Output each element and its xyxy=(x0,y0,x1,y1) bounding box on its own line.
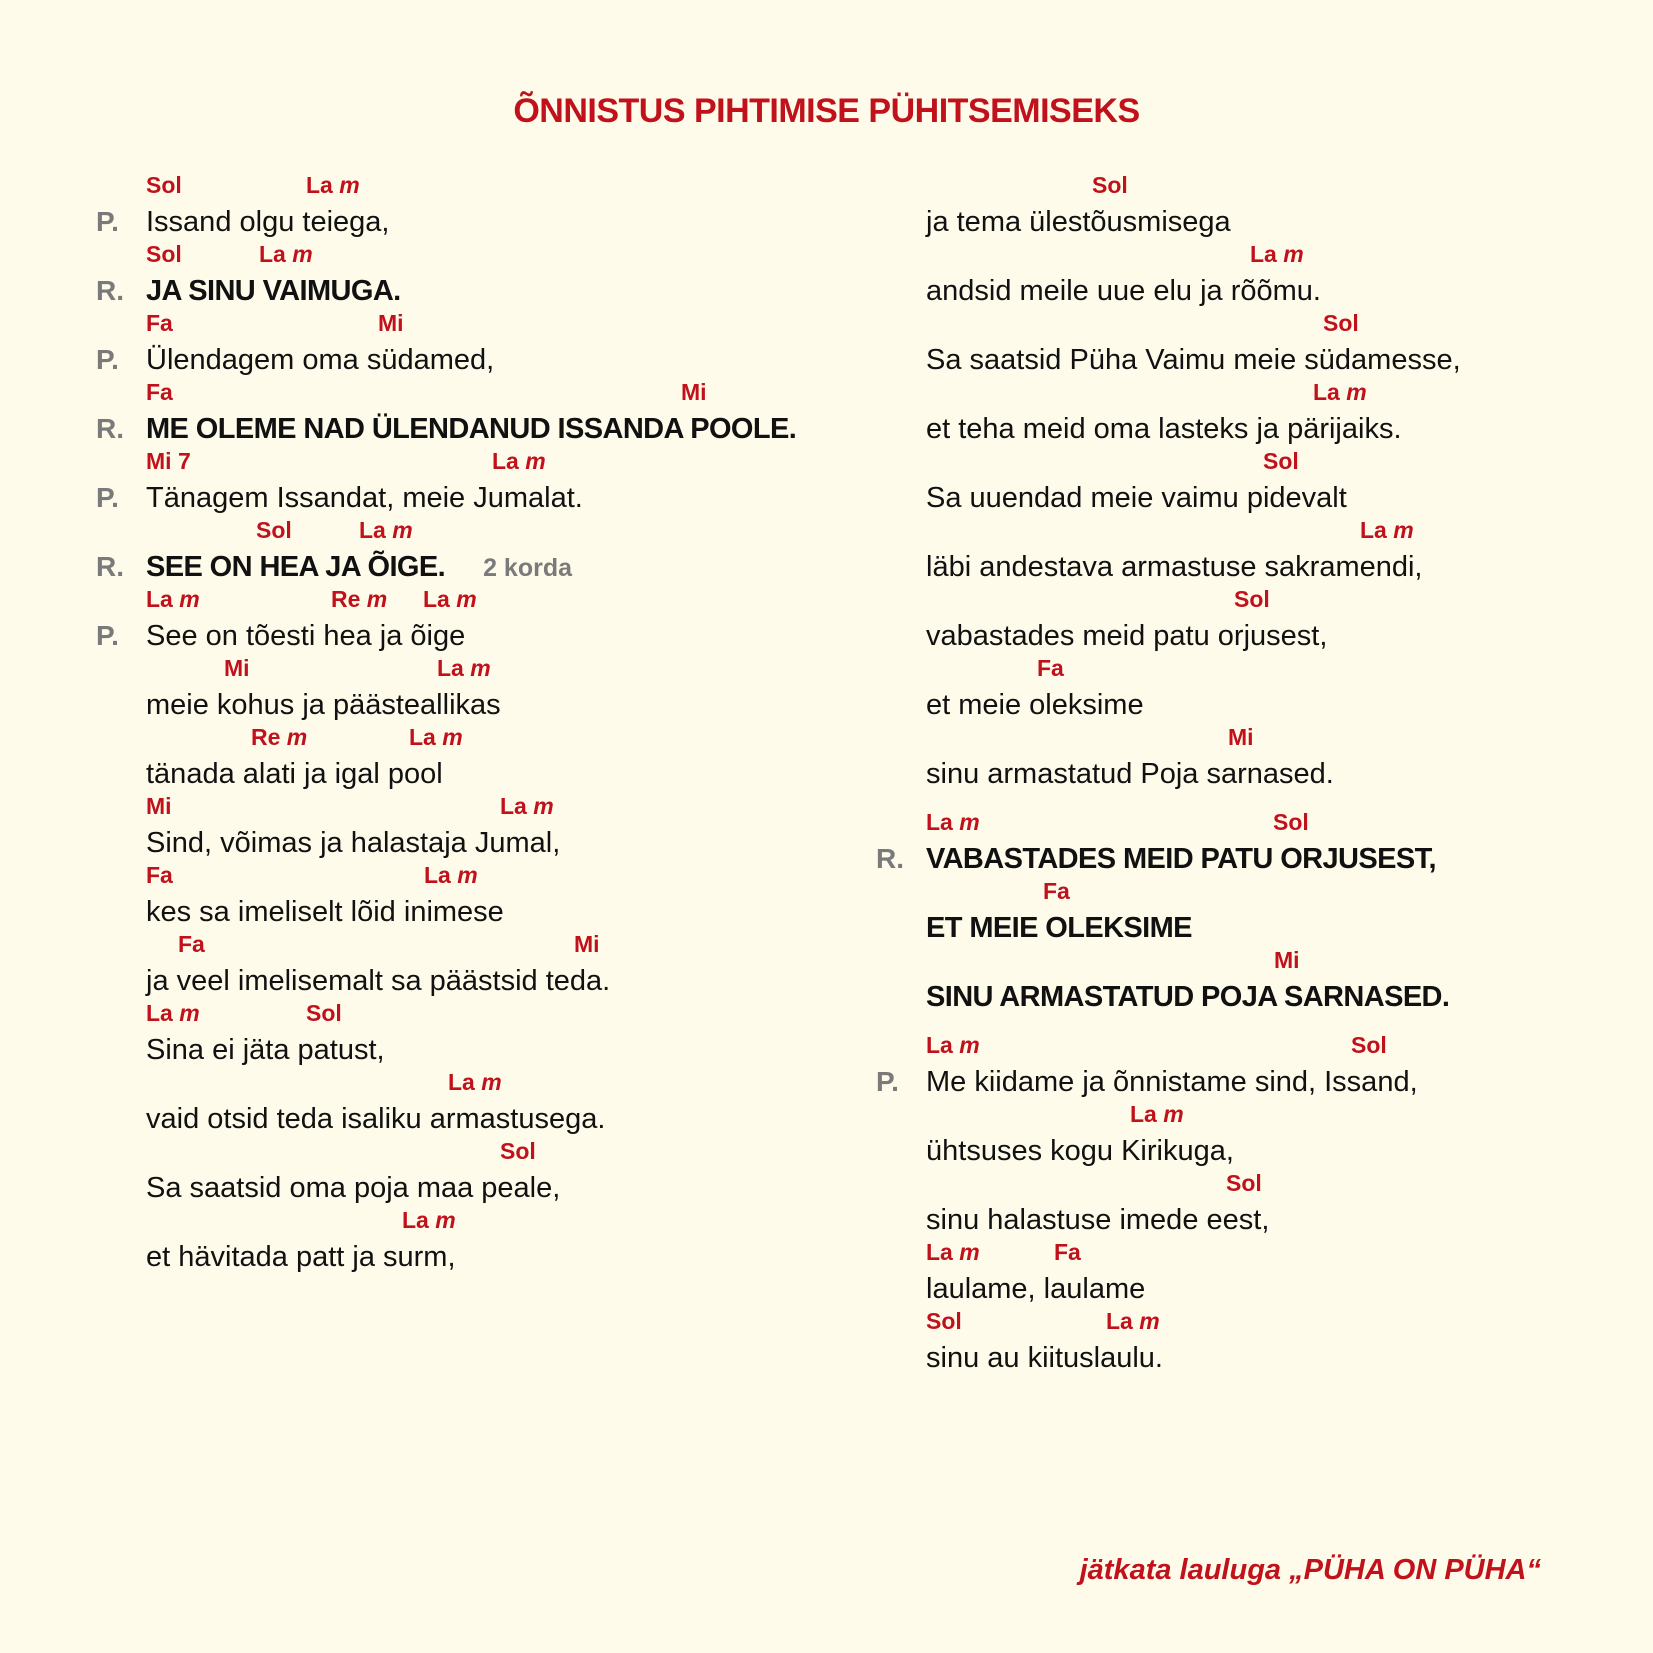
lyric-text: Sa uuendad meie vaimu pidevalt xyxy=(926,482,1347,514)
chord-label: Mi xyxy=(378,310,404,336)
chord-row xyxy=(146,655,836,683)
chord-row xyxy=(146,862,836,890)
lyric-text: Tänagem Issandat, meie Jumalat. xyxy=(146,482,583,514)
lyric-text: See on tõesti hea ja õige xyxy=(146,620,466,652)
lyric-line xyxy=(96,1207,836,1276)
role-marker: P. xyxy=(876,1066,899,1097)
lyric-line xyxy=(96,448,836,517)
lyric-text: läbi andestava armastuse sakramendi, xyxy=(926,551,1423,583)
chord-row xyxy=(146,310,836,338)
response-text: SEE ON HEA JA ÕIGE. 2 korda xyxy=(146,551,573,583)
chord-row xyxy=(926,448,1616,476)
lyric-line xyxy=(96,241,836,310)
lyric-text: ja tema ülestõusmisega xyxy=(926,206,1231,238)
chord-label: Mi xyxy=(1228,724,1254,750)
chord-row xyxy=(926,878,1616,906)
chord-row xyxy=(146,172,836,200)
role-marker: R. xyxy=(96,551,124,582)
lyric-text: kes sa imeliselt lõid inimese xyxy=(146,896,504,928)
response-text: SINU ARMASTATUD POJA SARNASED. xyxy=(926,981,1450,1013)
chord-label: La m xyxy=(409,724,463,750)
chord-label: La m xyxy=(1360,517,1414,543)
chord-row xyxy=(926,1308,1616,1336)
lyric-line xyxy=(96,586,836,655)
lyric-text: vabastades meid patu orjusest, xyxy=(926,620,1328,652)
chord-row xyxy=(146,586,836,614)
chord-label: Mi xyxy=(146,793,172,819)
chord-label: Sol xyxy=(1092,172,1128,198)
lyric-line xyxy=(96,931,836,1000)
lyric-line xyxy=(876,586,1616,655)
chord-label: Sol xyxy=(1234,586,1270,612)
chord-label: Sol xyxy=(1273,809,1309,835)
chord-label: Sol xyxy=(146,172,182,198)
right-column xyxy=(876,172,1616,1377)
chord-label: La m xyxy=(1250,241,1304,267)
lyric-text: Issand olgu teiega, xyxy=(146,206,390,238)
chord-label: La m xyxy=(424,862,478,888)
repeat-note: 2 korda xyxy=(483,554,573,582)
chord-label: Fa xyxy=(1054,1239,1081,1265)
chord-label: Mi xyxy=(681,379,707,405)
lyric-text: laulame, laulame xyxy=(926,1273,1146,1305)
lyric-text: ühtsuses kogu Kirikuga, xyxy=(926,1135,1234,1167)
chord-label: La m xyxy=(448,1069,502,1095)
chord-label: Re m xyxy=(331,586,388,612)
lyric-text: Sa saatsid Püha Vaimu meie südamesse, xyxy=(926,344,1461,376)
lyric-text: et teha meid oma lasteks ja pärijaiks. xyxy=(926,413,1402,445)
chord-label: La m xyxy=(926,1239,980,1265)
page-title: ÕNNISTUS PIHTIMISE PÜHITSEMISEKS xyxy=(513,92,1140,130)
lyric-line xyxy=(96,724,836,793)
chord-label: Sol xyxy=(926,1308,962,1334)
lyric-line xyxy=(876,809,1616,878)
role-marker: R. xyxy=(876,843,904,874)
chord-row xyxy=(926,1170,1616,1198)
chord-row xyxy=(926,241,1616,269)
chord-label: Mi 7 xyxy=(146,448,191,474)
chord-label: Fa xyxy=(146,310,173,336)
chord-row xyxy=(926,379,1616,407)
chord-row xyxy=(926,1239,1616,1267)
role-marker: R. xyxy=(96,275,124,306)
lyric-line xyxy=(876,172,1616,241)
chord-row xyxy=(146,241,836,269)
chord-label: Sol xyxy=(1226,1170,1262,1196)
lyric-line xyxy=(96,655,836,724)
lyric-text: sinu halastuse imede eest, xyxy=(926,1204,1270,1236)
lyric-text: meie kohus ja päästeallikas xyxy=(146,689,501,721)
lyric-line xyxy=(876,1308,1616,1377)
lyric-line xyxy=(876,1170,1616,1239)
lyric-line xyxy=(96,172,836,241)
chord-row xyxy=(146,448,836,476)
lyric-line xyxy=(876,379,1616,448)
chord-row xyxy=(926,724,1616,752)
chord-label: Sol xyxy=(306,1000,342,1026)
role-marker: P. xyxy=(96,344,119,375)
chord-row xyxy=(146,931,836,959)
chord-label: La m xyxy=(926,809,980,835)
chord-label: La m xyxy=(1106,1308,1160,1334)
chord-label: Mi xyxy=(574,931,600,957)
lyric-text: et hävitada patt ja surm, xyxy=(146,1241,456,1273)
chord-label: Mi xyxy=(1274,947,1300,973)
chord-row xyxy=(926,947,1616,975)
lyric-line xyxy=(876,1101,1616,1170)
chord-row xyxy=(146,1138,836,1166)
chord-label: La m xyxy=(926,1032,980,1058)
chord-label: Fa xyxy=(178,931,205,957)
chord-label: La m xyxy=(423,586,477,612)
chord-row xyxy=(926,655,1616,683)
lyric-line xyxy=(96,1069,836,1138)
chord-label: Fa xyxy=(1037,655,1064,681)
lyric-text: sinu au kiituslaulu. xyxy=(926,1342,1163,1374)
lyric-line xyxy=(96,1138,836,1207)
lyric-text: andsid meile uue elu ja rõõmu. xyxy=(926,275,1321,307)
lyric-line xyxy=(96,517,836,586)
chord-row xyxy=(926,809,1616,837)
chord-label: Sol xyxy=(1351,1032,1387,1058)
chord-row xyxy=(146,517,836,545)
lyric-line xyxy=(96,1000,836,1069)
chord-row xyxy=(926,172,1616,200)
lyric-line xyxy=(876,878,1616,947)
lyric-line xyxy=(876,724,1616,793)
response-text: JA SINU VAIMUGA. xyxy=(146,275,401,307)
chord-label: Sol xyxy=(1323,310,1359,336)
chord-row xyxy=(926,1101,1616,1129)
role-marker: P. xyxy=(96,620,119,651)
role-marker: P. xyxy=(96,206,119,237)
role-marker: P. xyxy=(96,482,119,513)
chord-label: La m xyxy=(1130,1101,1184,1127)
chord-row xyxy=(146,1207,836,1235)
chord-row xyxy=(146,1000,836,1028)
lyric-line xyxy=(876,310,1616,379)
lyric-text: Ülendagem oma südamed, xyxy=(146,344,495,376)
chord-label: Fa xyxy=(146,379,173,405)
chord-row xyxy=(926,310,1616,338)
chord-label: Sol xyxy=(1263,448,1299,474)
chord-label: La m xyxy=(1313,379,1367,405)
lyric-text: ja veel imelisemalt sa päästsid teda. xyxy=(146,965,611,997)
lyric-line xyxy=(96,310,836,379)
chord-row xyxy=(926,517,1616,545)
chord-label: Sol xyxy=(500,1138,536,1164)
response-text: ME OLEME NAD ÜLENDANUD ISSANDA POOLE. xyxy=(146,413,797,445)
chord-label: La m xyxy=(259,241,313,267)
chord-row xyxy=(146,1069,836,1097)
response-text: ET MEIE OLEKSIME xyxy=(926,912,1192,944)
lyric-text: Sind, võimas ja halastaja Jumal, xyxy=(146,827,561,859)
chord-row xyxy=(146,724,836,752)
chord-label: La m xyxy=(492,448,546,474)
chord-label: La m xyxy=(306,172,360,198)
role-marker: R. xyxy=(96,413,124,444)
lyric-text: et meie oleksime xyxy=(926,689,1144,721)
lyric-line xyxy=(876,947,1616,1016)
chord-label: Mi xyxy=(224,655,250,681)
chord-label: Sol xyxy=(256,517,292,543)
lyric-line xyxy=(876,241,1616,310)
response-text: VABASTADES MEID PATU ORJUSEST, xyxy=(926,843,1436,875)
chord-row xyxy=(926,586,1616,614)
chord-label: La m xyxy=(146,586,200,612)
chord-row xyxy=(926,1032,1616,1060)
chord-label: La m xyxy=(437,655,491,681)
lyric-line xyxy=(876,517,1616,586)
lyric-line xyxy=(96,793,836,862)
chord-label: La m xyxy=(500,793,554,819)
lyric-line xyxy=(876,1239,1616,1308)
chord-label: La m xyxy=(359,517,413,543)
lyric-text: Sina ei jäta patust, xyxy=(146,1034,385,1066)
lyric-text: Sa saatsid oma poja maa peale, xyxy=(146,1172,561,1204)
chord-label: Fa xyxy=(146,862,173,888)
chord-row xyxy=(146,793,836,821)
chord-label: La m xyxy=(402,1207,456,1233)
chord-row xyxy=(146,379,836,407)
lyric-text: Me kiidame ja õnnistame sind, Issand, xyxy=(926,1066,1418,1098)
lyric-line xyxy=(876,1032,1616,1101)
continuation-note: jätkata lauluga „PÜHA ON PÜHA“ xyxy=(1079,1554,1541,1586)
lyric-text: tänada alati ja igal pool xyxy=(146,758,443,790)
chord-label: Re m xyxy=(251,724,308,750)
chord-label: La m xyxy=(146,1000,200,1026)
lyric-line xyxy=(96,862,836,931)
lyric-text: vaid otsid teda isaliku armastusega. xyxy=(146,1103,606,1135)
lyric-line xyxy=(96,379,836,448)
chord-label: Sol xyxy=(146,241,182,267)
lyric-text: sinu armastatud Poja sarnased. xyxy=(926,758,1334,790)
chord-label: Fa xyxy=(1043,878,1070,904)
left-column xyxy=(96,172,836,1276)
lyric-line xyxy=(876,448,1616,517)
lyric-line xyxy=(876,655,1616,724)
